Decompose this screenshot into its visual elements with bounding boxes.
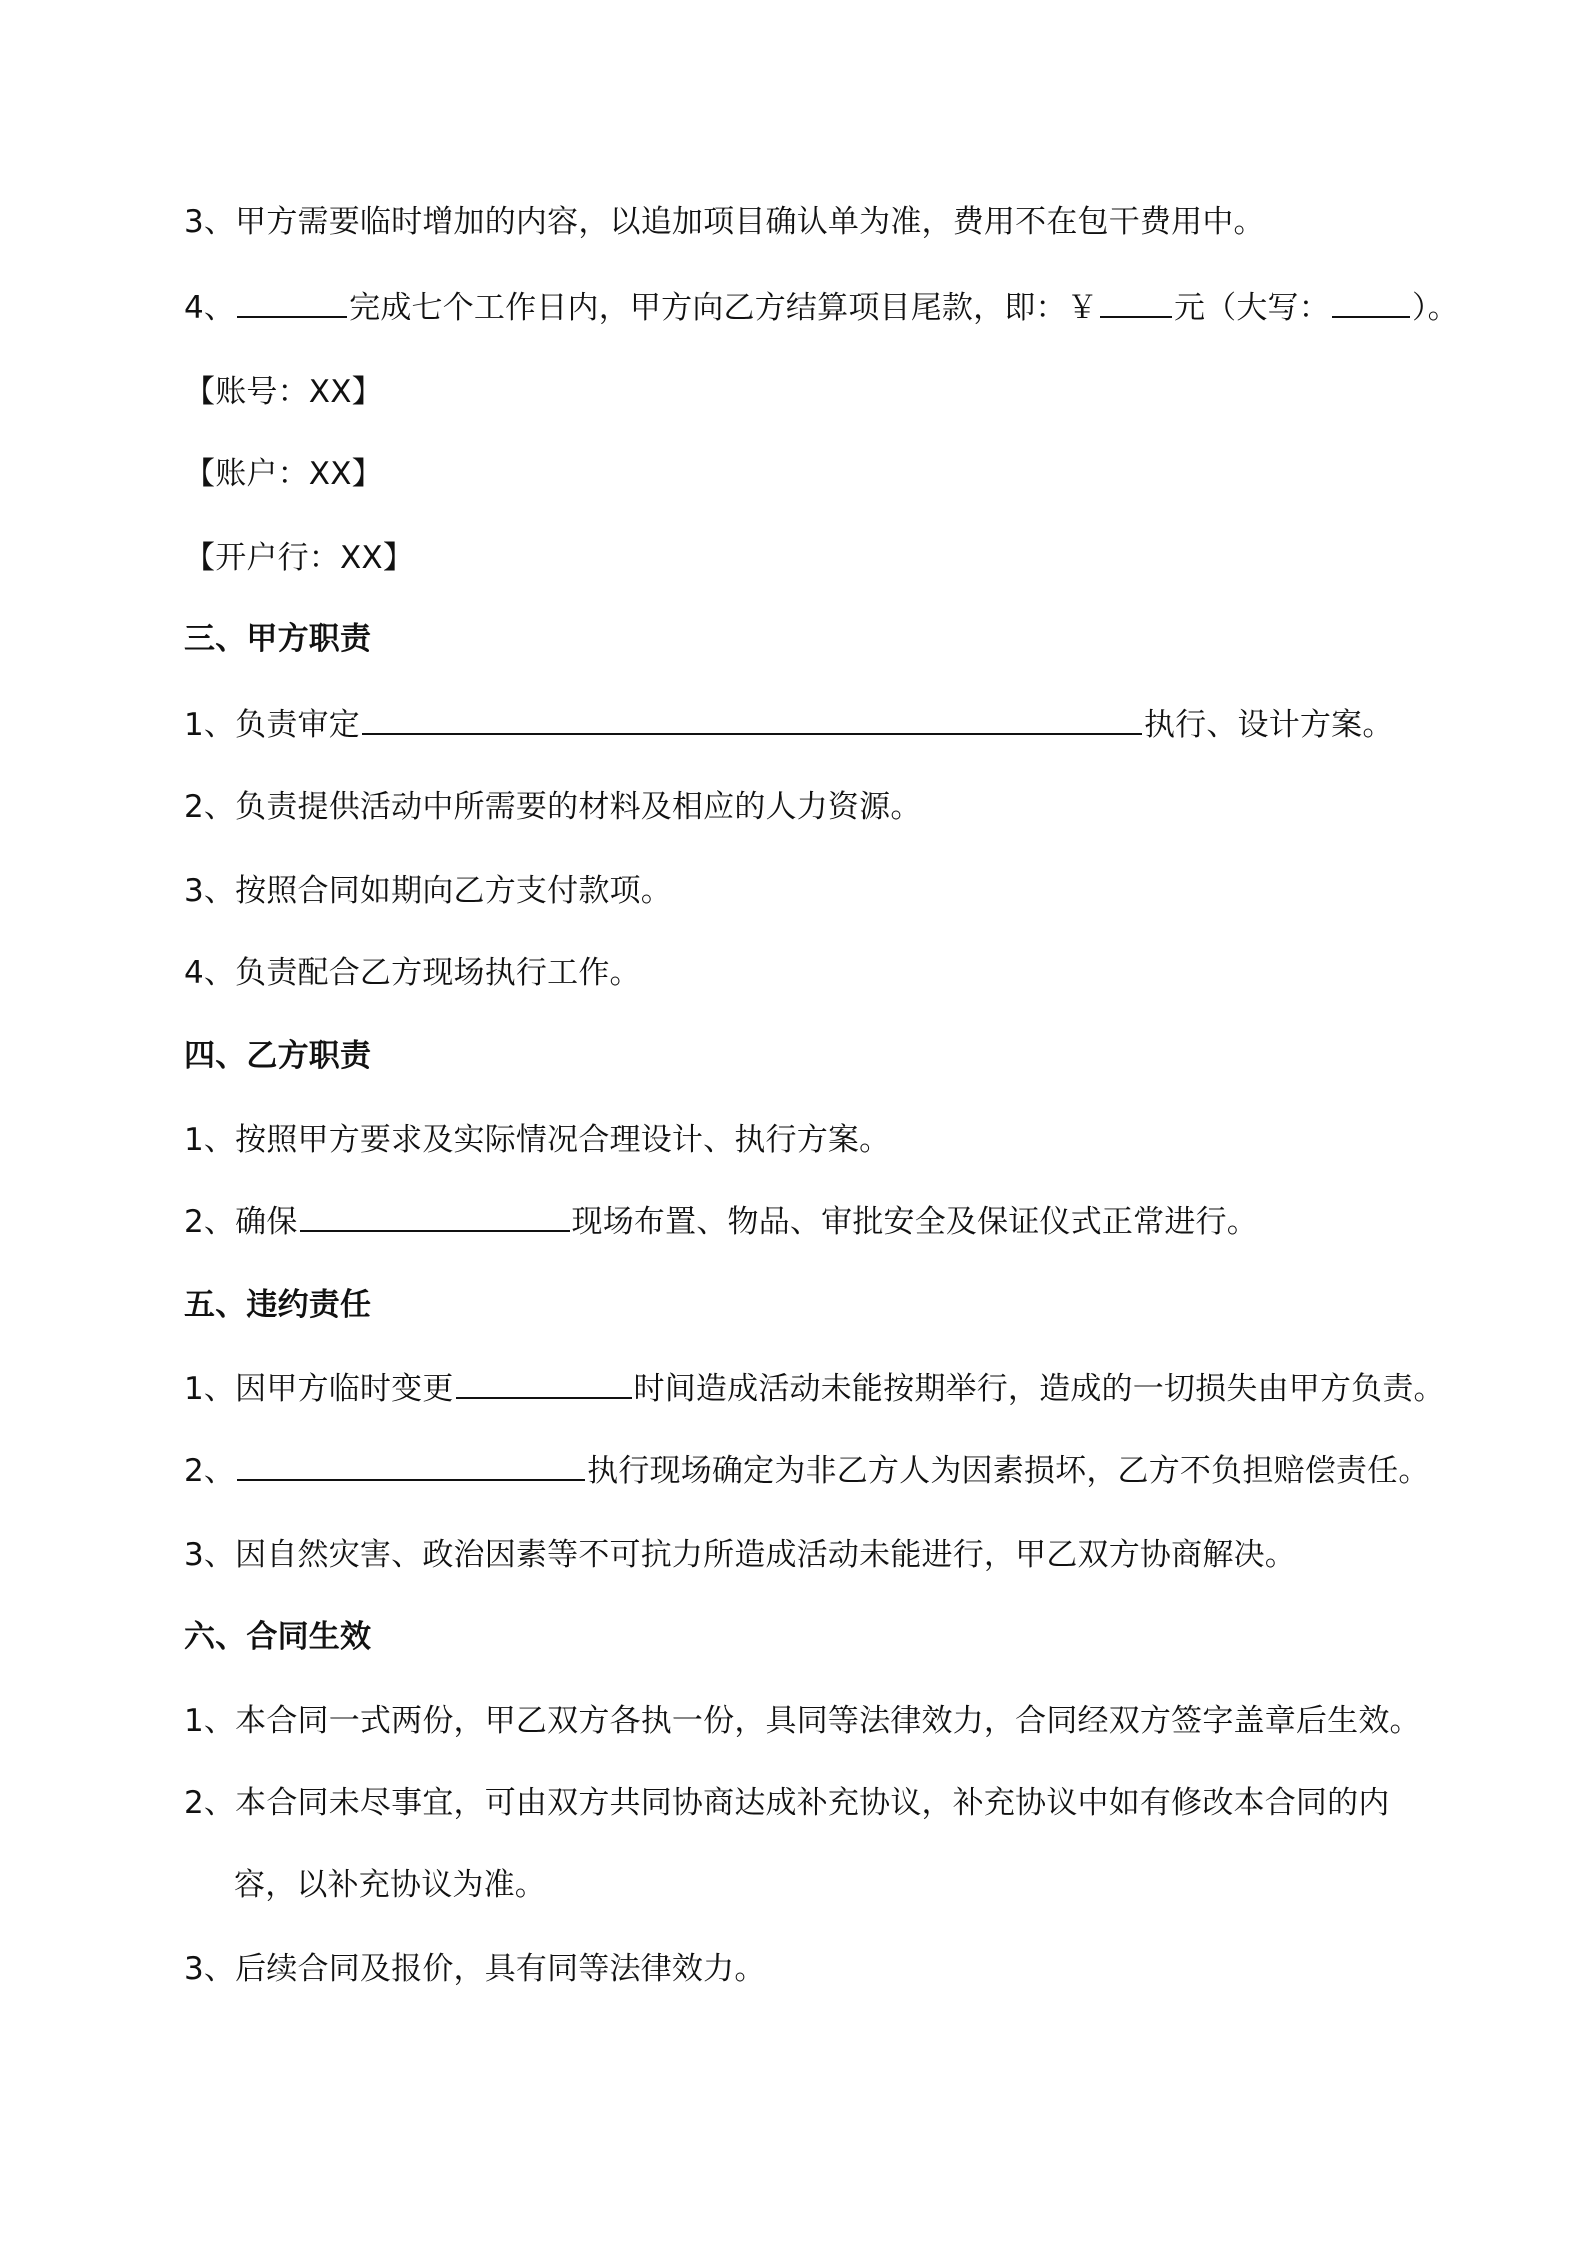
section-5-item-1-prefix: 1、因甲方临时变更	[184, 1371, 454, 1407]
payment-item-4-prefix: 4、	[184, 290, 236, 326]
section-4-title	[184, 1034, 1424, 1078]
section-5-item-2-prefix: 2、	[184, 1453, 236, 1489]
payment-item-4-yuan: 元（大写：	[1173, 290, 1330, 326]
payment-item-3-text: 3、甲方需要临时增加的内容，以追加项目确认单为准，费用不在包干费用中。	[184, 204, 1265, 240]
section-6-item-3-text: 3、后续合同及报价，具有同等法律效力。	[184, 1951, 766, 1987]
payment-item-4	[184, 286, 1459, 330]
section-5-item-2	[184, 1449, 1430, 1493]
section-3-title	[184, 617, 1424, 661]
section-5-title	[184, 1283, 1424, 1327]
bank-name	[184, 536, 1424, 580]
section-3-item-1-prefix: 1、负责审定	[184, 707, 360, 743]
section-4-item-2	[184, 1200, 1424, 1244]
section-6-title-text: 六、合同生效	[184, 1619, 372, 1655]
section-6-item-2-line-1	[184, 1781, 1424, 1825]
blank-change-time-field[interactable]	[456, 1371, 632, 1399]
section-6-item-1-text: 1、本合同一式两份，甲乙双方各执一份，具同等法律效力，合同经双方签字盖章后生效。	[184, 1703, 1421, 1739]
section-3-item-4-text: 4、负责配合乙方现场执行工作。	[184, 955, 641, 991]
section-5-item-1	[184, 1367, 1445, 1411]
account-number-text: 【账号：XX】	[184, 374, 383, 410]
blank-capital-amount-field[interactable]	[1332, 290, 1410, 318]
section-6-item-3	[184, 1947, 1424, 1991]
section-3-item-1	[184, 703, 1424, 747]
blank-execution-site-field[interactable]	[237, 1453, 585, 1481]
payment-item-4-middle: 完成七个工作日内，甲方向乙方结算项目尾款，即：￥	[349, 290, 1098, 326]
payment-item-3	[184, 200, 1424, 244]
section-4-item-1-text: 1、按照甲方要求及实际情况合理设计、执行方案。	[184, 1122, 891, 1158]
section-4-item-2-prefix: 2、确保	[184, 1204, 298, 1240]
section-6-item-2-line-1-text: 2、本合同未尽事宜，可由双方共同协商达成补充协议，补充协议中如有修改本合同的内	[184, 1785, 1390, 1821]
section-6-item-2-line-2	[234, 1863, 1474, 1907]
account-name-text: 【账户：XX】	[184, 456, 383, 492]
section-3-item-3-text: 3、按照合同如期向乙方支付款项。	[184, 873, 672, 909]
account-name	[184, 452, 1424, 496]
blank-site-field[interactable]	[300, 1204, 570, 1232]
blank-review-field[interactable]	[362, 707, 1142, 735]
section-5-item-3-text: 3、因自然灾害、政治因素等不可抗力所造成活动未能进行，甲乙双方协商解决。	[184, 1537, 1296, 1573]
section-4-item-1	[184, 1118, 1424, 1162]
section-3-item-2-text: 2、负责提供活动中所需要的材料及相应的人力资源。	[184, 789, 922, 825]
payment-item-4-suffix: ）。	[1411, 290, 1459, 326]
section-6-item-1	[184, 1699, 1424, 1743]
section-4-item-2-suffix: 现场布置、物品、审批安全及保证仪式正常进行。	[571, 1204, 1258, 1240]
section-6-title	[184, 1615, 1424, 1659]
section-3-item-3	[184, 869, 1424, 913]
blank-amount-field[interactable]	[1100, 290, 1172, 318]
section-3-item-2	[184, 785, 1424, 829]
bank-name-text: 【开户行：XX】	[184, 540, 415, 576]
section-5-item-3	[184, 1533, 1424, 1577]
section-6-item-2-line-2-text: 容，以补充协议为准。	[234, 1867, 546, 1903]
section-5-item-2-suffix: 执行现场确定为非乙方人为因素损坏，乙方不负担赔偿责任。	[587, 1453, 1430, 1489]
section-5-title-text: 五、违约责任	[184, 1287, 372, 1323]
section-3-item-1-suffix: 执行、设计方案。	[1143, 707, 1394, 743]
section-4-title-text: 四、乙方职责	[184, 1038, 372, 1074]
section-5-item-1-suffix: 时间造成活动未能按期举行，造成的一切损失由甲方负责。	[633, 1371, 1445, 1407]
blank-completion-field[interactable]	[237, 290, 347, 318]
account-number	[184, 370, 1424, 414]
section-3-item-4	[184, 951, 1424, 995]
section-3-title-text: 三、甲方职责	[184, 621, 372, 657]
